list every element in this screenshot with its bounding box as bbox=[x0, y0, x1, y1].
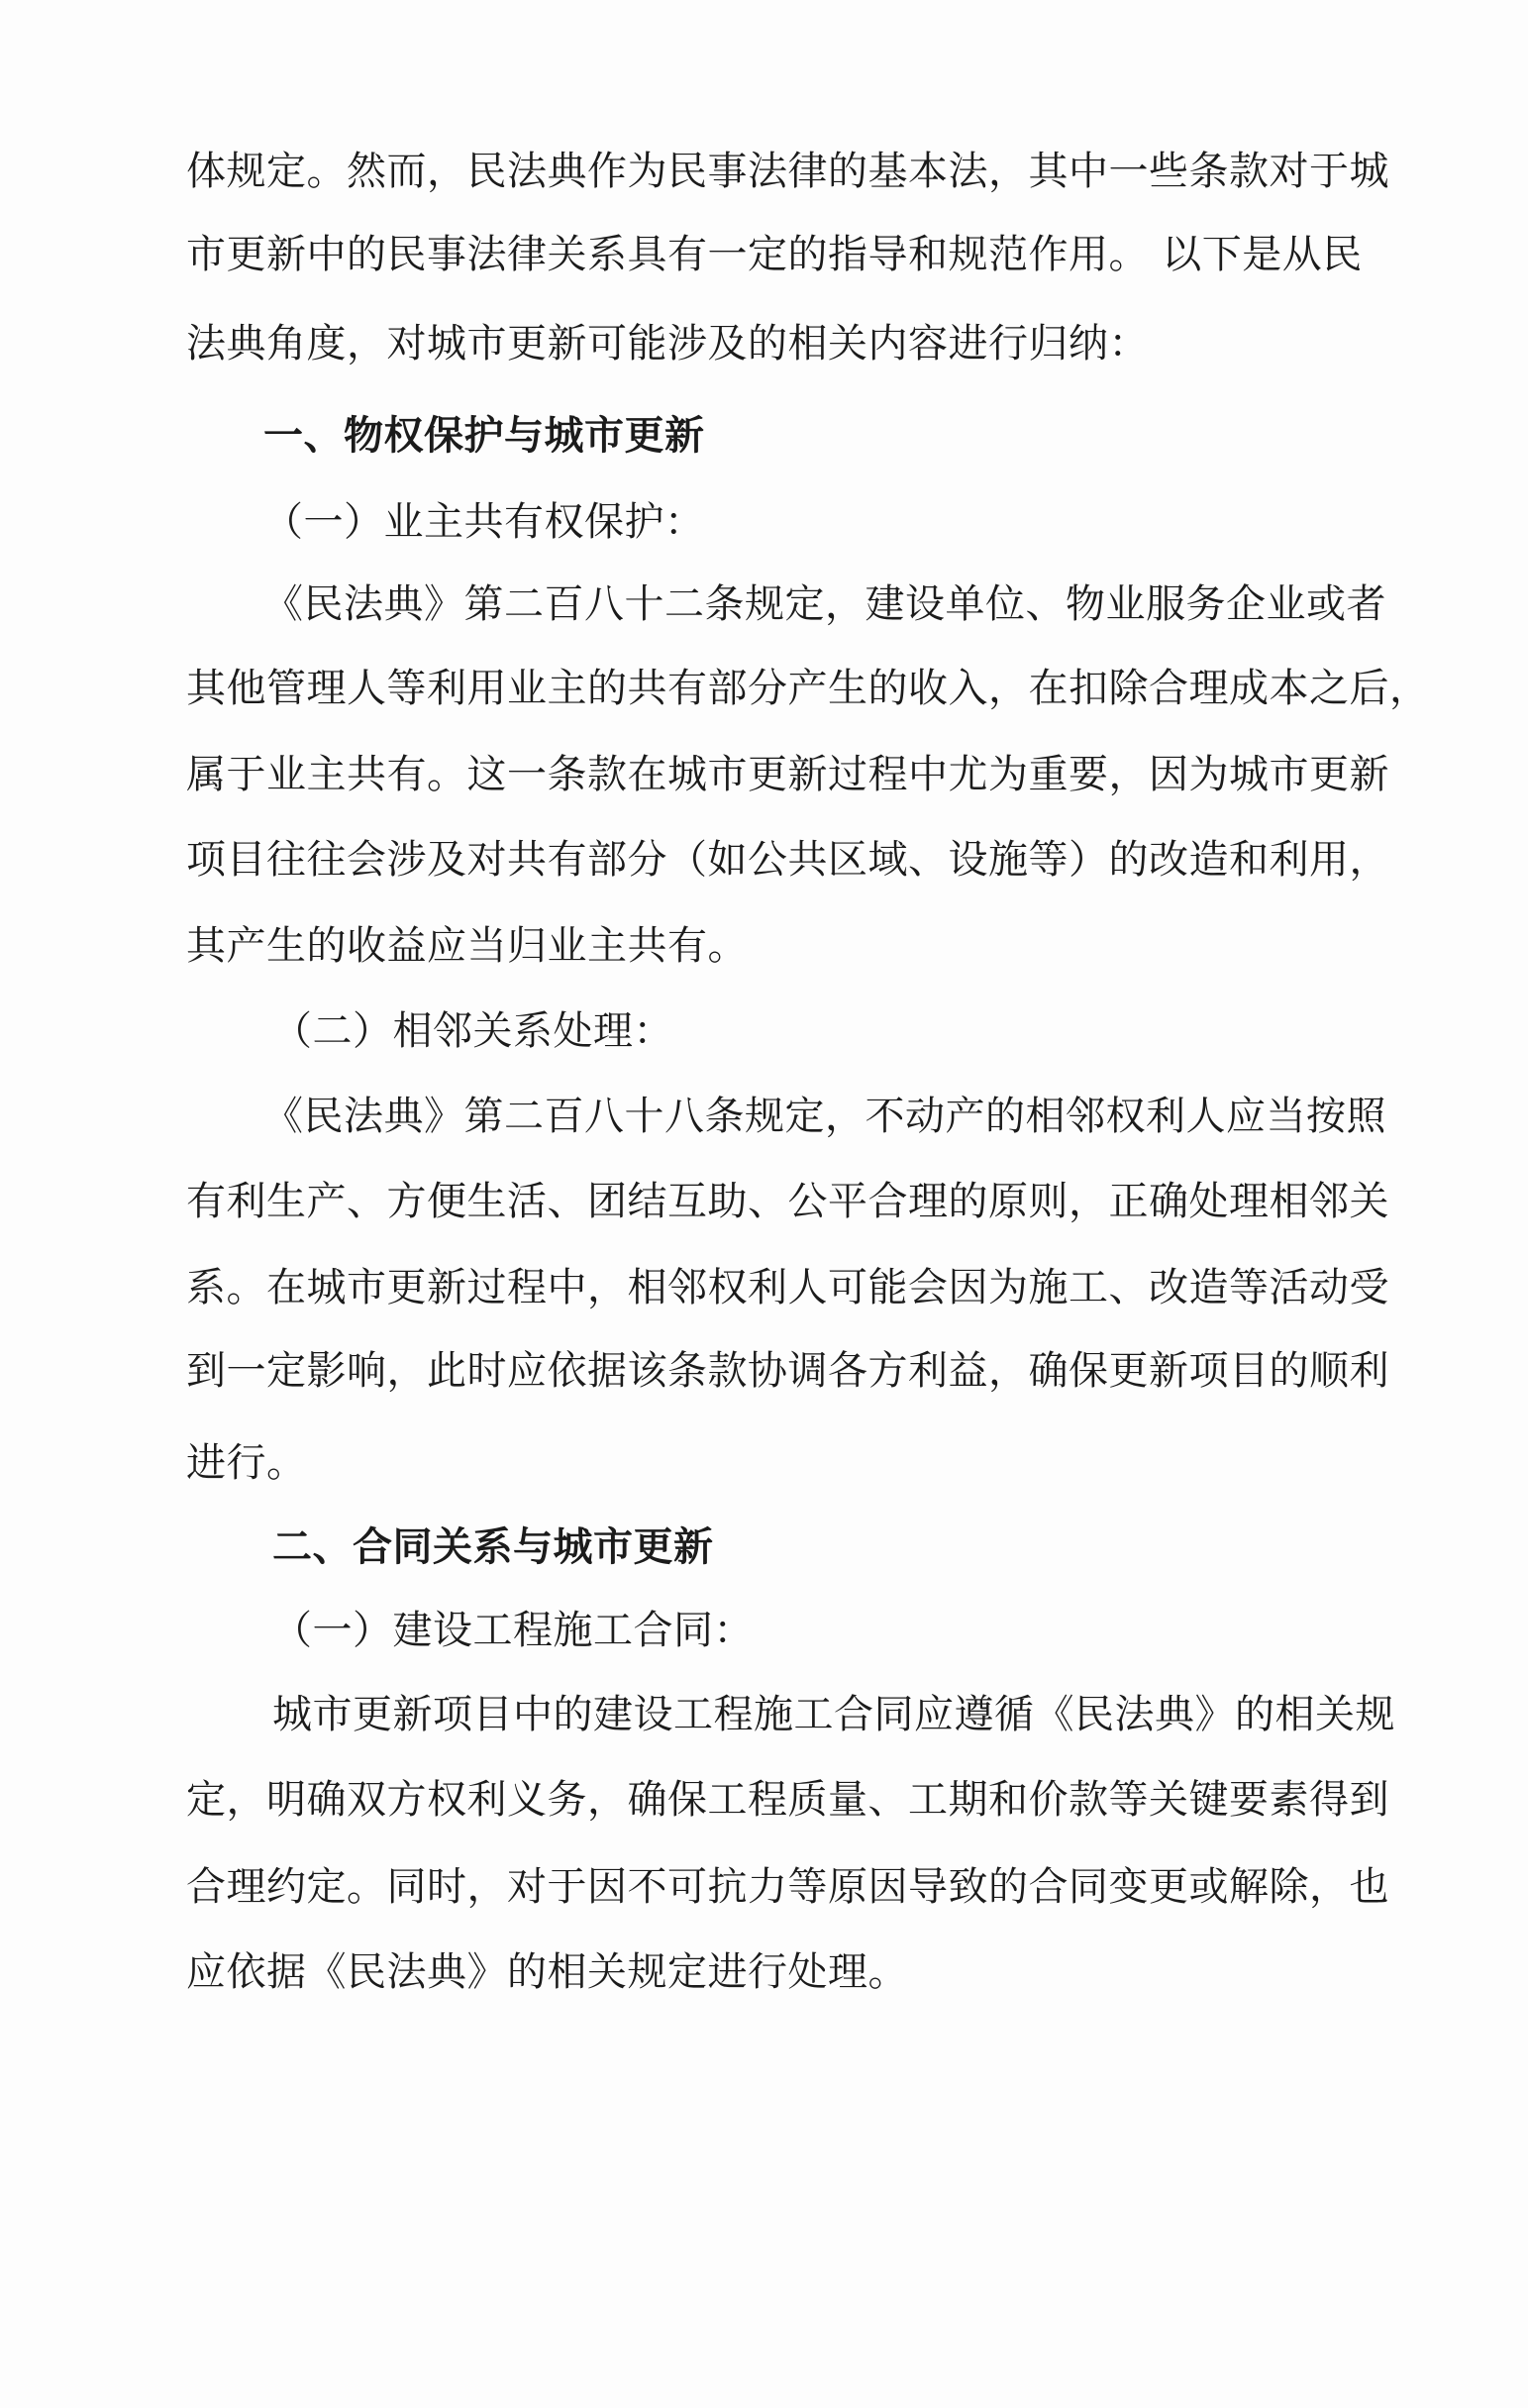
body-line: 项目往往会涉及对共有部分（如公共区域、设施等）的改造和利用， bbox=[186, 837, 1389, 883]
body-line: 系。在城市更新过程中，相邻权利人可能会因为施工、改造等活动受 bbox=[186, 1265, 1389, 1310]
body-line: 市更新中的民事法律关系具有一定的指导和规范作用。 以下是从民 bbox=[186, 232, 1363, 277]
body-line: 其产生的收益应当归业主共有。 bbox=[186, 923, 748, 969]
body-line: 城市更新项目中的建设工程施工合同应遵循《民法典》的相关规 bbox=[272, 1692, 1395, 1737]
body-line: 《民法典》第二百八十二条规定，建设单位、物业服务企业或者 bbox=[263, 581, 1386, 627]
body-line: 有利生产、方便生活、团结互助、公平合理的原则，正确处理相邻关 bbox=[186, 1179, 1389, 1224]
body-line: 定，明确双方权利义务，确保工程质量、工期和价款等关键要素得到 bbox=[186, 1777, 1389, 1823]
body-line: 体规定。然而，民法典作为民事法律的基本法，其中一些条款对于城 bbox=[186, 149, 1389, 194]
section-heading: 二、合同关系与城市更新 bbox=[272, 1523, 714, 1570]
body-line: 《民法典》第二百八十八条规定，不动产的相邻权利人应当按照 bbox=[263, 1094, 1386, 1139]
body-line: 到一定影响，此时应依据该条款协调各方利益，确保更新项目的顺利 bbox=[186, 1348, 1389, 1394]
body-line: 属于业主共有。这一条款在城市更新过程中尤为重要，因为城市更新 bbox=[186, 752, 1389, 797]
body-line: 合理约定。同时，对于因不可抗力等原因导致的合同变更或解除，也 bbox=[186, 1864, 1389, 1910]
body-line: 应依据《民法典》的相关规定进行处理。 bbox=[186, 1949, 908, 1995]
subsection-heading: （一）业主共有权保护： bbox=[263, 499, 705, 545]
subsection-heading: （二）相邻关系处理： bbox=[272, 1008, 673, 1054]
section-heading: 一、物权保护与城市更新 bbox=[263, 412, 705, 459]
body-line: 进行。 bbox=[186, 1440, 307, 1486]
body-line: 其他管理人等利用业主的共有部分产生的收入，在扣除合理成本之后， bbox=[186, 666, 1430, 711]
body-line: 法典角度，对城市更新可能涉及的相关内容进行归纳： bbox=[186, 321, 1149, 366]
subsection-heading: （一）建设工程施工合同： bbox=[272, 1608, 754, 1653]
